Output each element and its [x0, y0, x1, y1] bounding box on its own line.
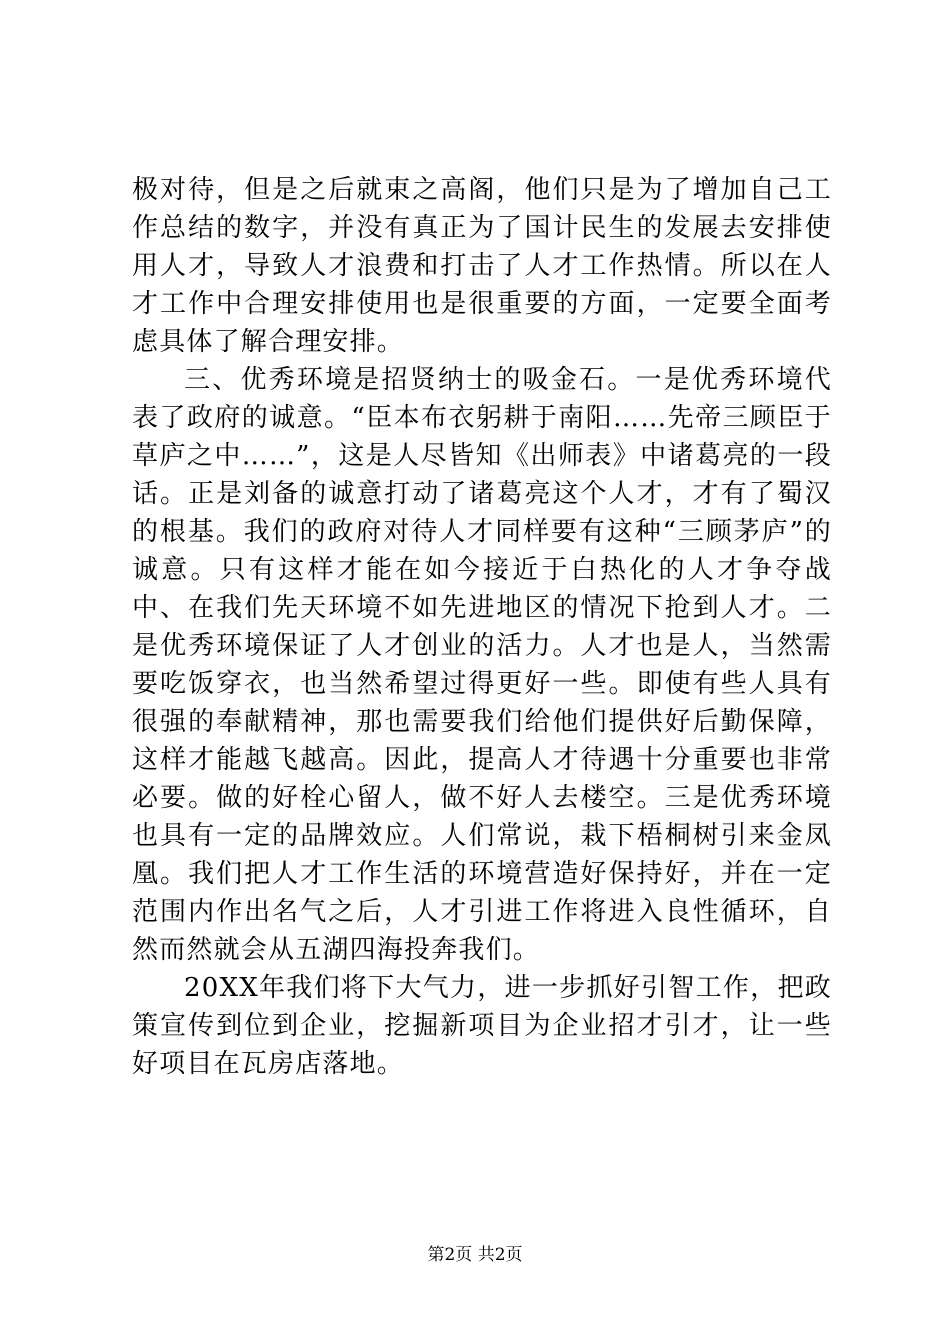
- paragraph-plan: 20XX年我们将下大气力，进一步抓好引智工作，把政策宣传到位到企业，挖掘新项目为企业招才引才，让一些好项目在瓦房店落地。: [132, 973, 832, 1079]
- paragraph-environment: 三、优秀环境是招贤纳士的吸金石。一是优秀环境代表了政府的诚意。“臣本布衣躬耕于南阳……先帝三顾臣于草庐之中……”，这是人尽皆知《出师表》中诸葛亮的一段话。正是刘备的诚意打动了诸葛亮这个人才，才有了蜀汉的根基。我们的政府对待人才同样要有这种“三顾茅庐”的诚意。只有这样才能在如今接近于白热化的人才争夺战中、在我们先天环境不如先进地区的情况下抢到人才。二是优秀环境保证了人才创业的活力。人才也是人，当然需要吃饭穿衣，也当然希望过得更好一些。即使有些人具有很强的奉献精神，那也需要我们给他们提供好后勤保障，这样才能越飞越高。因此，提高人才待遇十分重要也非常必要。做的好栓心留人，做不好人去楼空。三是优秀环境也具有一定的品牌效应。人们常说，栽下梧桐树引来金凤凰。我们把人才工作生活的环境营造好保持好，并在一定范围内作出名气之后，人才引进工作将进入良性循环，自然而然就会从五湖四海投奔我们。: [132, 365, 832, 965]
- paragraph-continuation: 极对待，但是之后就束之高阁，他们只是为了增加自己工作总结的数字，并没有真正为了国计民生的发展去安排使用人才，导致人才浪费和打击了人才工作热情。所以在人才工作中合理安排使用也是很重要的方面，一定要全面考虑具体了解合理安排。: [132, 175, 832, 357]
- page-footer: 第2页 共2页: [427, 1245, 523, 1265]
- document-body: [132, 171, 832, 1083]
